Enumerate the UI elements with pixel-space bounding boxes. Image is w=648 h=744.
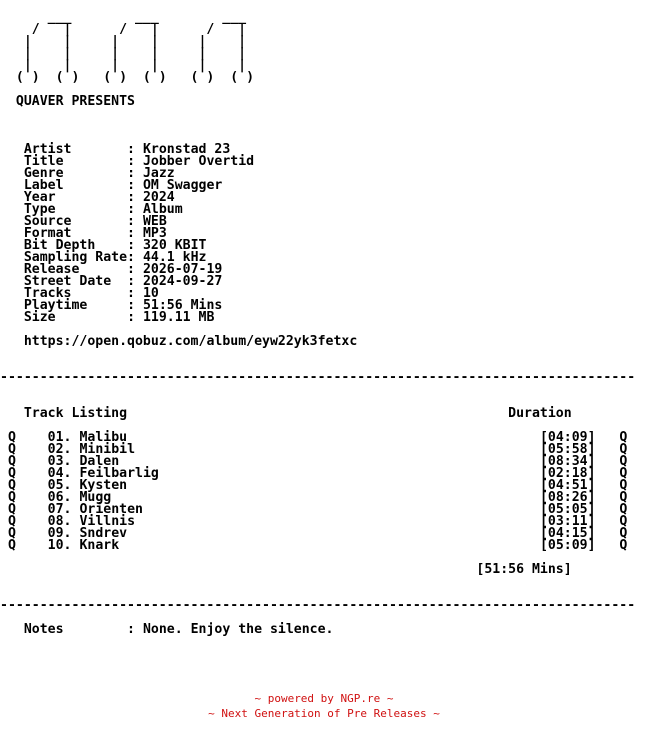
info-row: Artist : Kronstad 23: [23, 142, 231, 157]
quality-mark: Q: [619, 430, 628, 445]
info-value: 51:56 Mins: [142, 298, 223, 313]
quality-mark: Q: [7, 490, 16, 505]
quality-mark: Q: [7, 502, 16, 517]
info-value: 10: [142, 286, 159, 301]
quality-mark: Q: [619, 514, 628, 529]
blank-line: [0, 108, 635, 120]
info-value: Jazz: [142, 166, 175, 181]
presents-title: QUAVER PRESENTS: [15, 94, 135, 109]
track-number: 03.: [47, 454, 72, 469]
track-title: Feilbarlig: [79, 466, 159, 481]
info-row: Street Date : 2024-09-27: [23, 274, 223, 289]
info-row: Tracks : 10: [23, 286, 159, 301]
info-label: Genre: [23, 166, 64, 181]
info-value: WEB: [142, 214, 167, 229]
ascii-art-line: | | | | | |: [0, 34, 247, 49]
info-label: Label: [23, 178, 64, 193]
info-value: Jobber Overtid: [142, 154, 255, 169]
info-row: Sampling Rate: 44.1 kHz: [23, 250, 207, 265]
quality-mark: Q: [619, 466, 628, 481]
duration-heading: Duration: [508, 406, 572, 421]
info-label: Artist: [23, 142, 72, 157]
track-title: Mugg: [79, 490, 112, 505]
info-label: Title: [23, 154, 64, 169]
info-value: MP3: [142, 226, 167, 241]
info-value: Album: [142, 202, 183, 217]
quality-mark: Q: [619, 454, 628, 469]
quality-mark: Q: [7, 442, 16, 457]
info-value: 2024: [142, 190, 175, 205]
info-value: OM Swagger: [142, 178, 223, 193]
track-duration: [04:15]: [539, 526, 596, 541]
quality-mark: Q: [7, 526, 16, 541]
info-label: Street Date: [23, 274, 112, 289]
quality-mark: Q: [619, 502, 628, 517]
blank-line: [0, 120, 635, 132]
quality-mark: Q: [619, 490, 628, 505]
ascii-art-line: | | | | | |: [0, 58, 247, 73]
track-duration: [05:58]: [539, 442, 596, 457]
track-duration: [04:09]: [539, 430, 596, 445]
ascii-art-line: ___ ___ ___: [0, 10, 247, 25]
track-title: Minibil: [79, 442, 136, 457]
info-row: Release : 2026-07-19: [23, 262, 223, 277]
quality-mark: Q: [619, 526, 628, 541]
track-duration: [08:34]: [539, 454, 596, 469]
quality-mark: Q: [7, 538, 16, 553]
track-number: 01.: [47, 430, 72, 445]
track-title: Orienten: [79, 502, 143, 517]
info-value: 320 KBIT: [142, 238, 207, 253]
quality-mark: Q: [7, 514, 16, 529]
footer-powered-by: ~ powered by NGP.re ~: [254, 692, 394, 705]
footer-tagline: ~ Next Generation of Pre Releases ~: [208, 707, 440, 720]
info-value: 2026-07-19: [142, 262, 223, 277]
url-line: [0, 336, 635, 348]
info-label: Playtime: [23, 298, 88, 313]
track-title: Dalen: [79, 454, 120, 469]
info-row: Genre : Jazz: [23, 166, 175, 181]
track-title: Knark: [79, 538, 120, 553]
track-duration: [04:51]: [539, 478, 596, 493]
track-duration: [08:26]: [539, 490, 596, 505]
info-row: Year : 2024: [23, 190, 175, 205]
quality-mark: Q: [7, 430, 16, 445]
info-value: Kronstad 23: [142, 142, 231, 157]
album-url: https://open.qobuz.com/album/eyw22yk3fetxc: [23, 334, 358, 349]
quality-mark: Q: [7, 466, 16, 481]
track-duration: [05:05]: [539, 502, 596, 517]
info-value: 2024-09-27: [142, 274, 223, 289]
track-duration: [02:18]: [539, 466, 596, 481]
track-row: [0, 540, 635, 552]
track-number: 05.: [47, 478, 72, 493]
track-number: 08.: [47, 514, 72, 529]
track-number: 10.: [47, 538, 72, 553]
track-header-line: [0, 408, 635, 420]
info-value: 44.1 kHz: [142, 250, 207, 265]
ascii-art-logo: [0, 12, 635, 84]
quality-mark: Q: [619, 538, 628, 553]
quality-mark: Q: [7, 454, 16, 469]
track-number: 07.: [47, 502, 72, 517]
track-number: 02.: [47, 442, 72, 457]
track-number: 06.: [47, 490, 72, 505]
ascii-art-line: / | / | / |: [0, 22, 247, 37]
track-title: Sndrev: [79, 526, 128, 541]
track-listing-heading: Track Listing: [23, 406, 128, 421]
track-title: Kysten: [79, 478, 128, 493]
info-row: Format : MP3: [23, 226, 167, 241]
info-value: 119.11 MB: [142, 310, 215, 325]
track-list: [0, 432, 635, 552]
divider: --------------------------------------------------------------------------------: [0, 370, 636, 385]
info-row: Type : Album: [23, 202, 183, 217]
info-row: Bit Depth : 320 KBIT: [23, 238, 207, 253]
track-duration: [05:09]: [539, 538, 596, 553]
info-row: Source : WEB: [23, 214, 167, 229]
info-label: Type: [23, 202, 56, 217]
notes-line: Notes : None. Enjoy the silence.: [23, 622, 334, 637]
info-label: Year: [23, 190, 56, 205]
quality-mark: Q: [7, 478, 16, 493]
info-label: Size: [23, 310, 56, 325]
info-label: Sampling Rate: [23, 250, 128, 265]
info-row: Label : OM Swagger: [23, 178, 223, 193]
track-duration: [03:11]: [539, 514, 596, 529]
notes-value: None. Enjoy the silence.: [142, 622, 334, 637]
track-number: 04.: [47, 466, 72, 481]
quality-mark: Q: [619, 442, 628, 457]
info-label: Tracks: [23, 286, 72, 301]
track-number: 09.: [47, 526, 72, 541]
blank-line: [0, 576, 635, 588]
info-label: Bit Depth: [23, 238, 96, 253]
info-row: Size : 119.11 MB: [23, 310, 215, 325]
ascii-art-line: ( ) ( ) ( ) ( ) ( ) ( ): [0, 70, 255, 85]
notes-label: Notes: [23, 622, 64, 637]
track-title: Villnis: [79, 514, 136, 529]
blank-line: [0, 384, 635, 396]
info-row: Title : Jobber Overtid: [23, 154, 255, 169]
presents-line: [0, 96, 635, 108]
track-title: Malibu: [79, 430, 128, 445]
total-duration-line: [0, 564, 635, 576]
info-row: Playtime : 51:56 Mins: [23, 298, 223, 313]
info-label: Format: [23, 226, 72, 241]
release-info-block: [0, 144, 635, 324]
ascii-art-line: | | | | | |: [0, 46, 247, 61]
divider: --------------------------------------------------------------------------------: [0, 598, 636, 613]
quality-mark: Q: [619, 478, 628, 493]
info-label: Source: [23, 214, 72, 229]
info-label: Release: [23, 262, 80, 277]
blank-line: [0, 348, 635, 360]
total-duration: [51:56 Mins]: [476, 562, 572, 577]
